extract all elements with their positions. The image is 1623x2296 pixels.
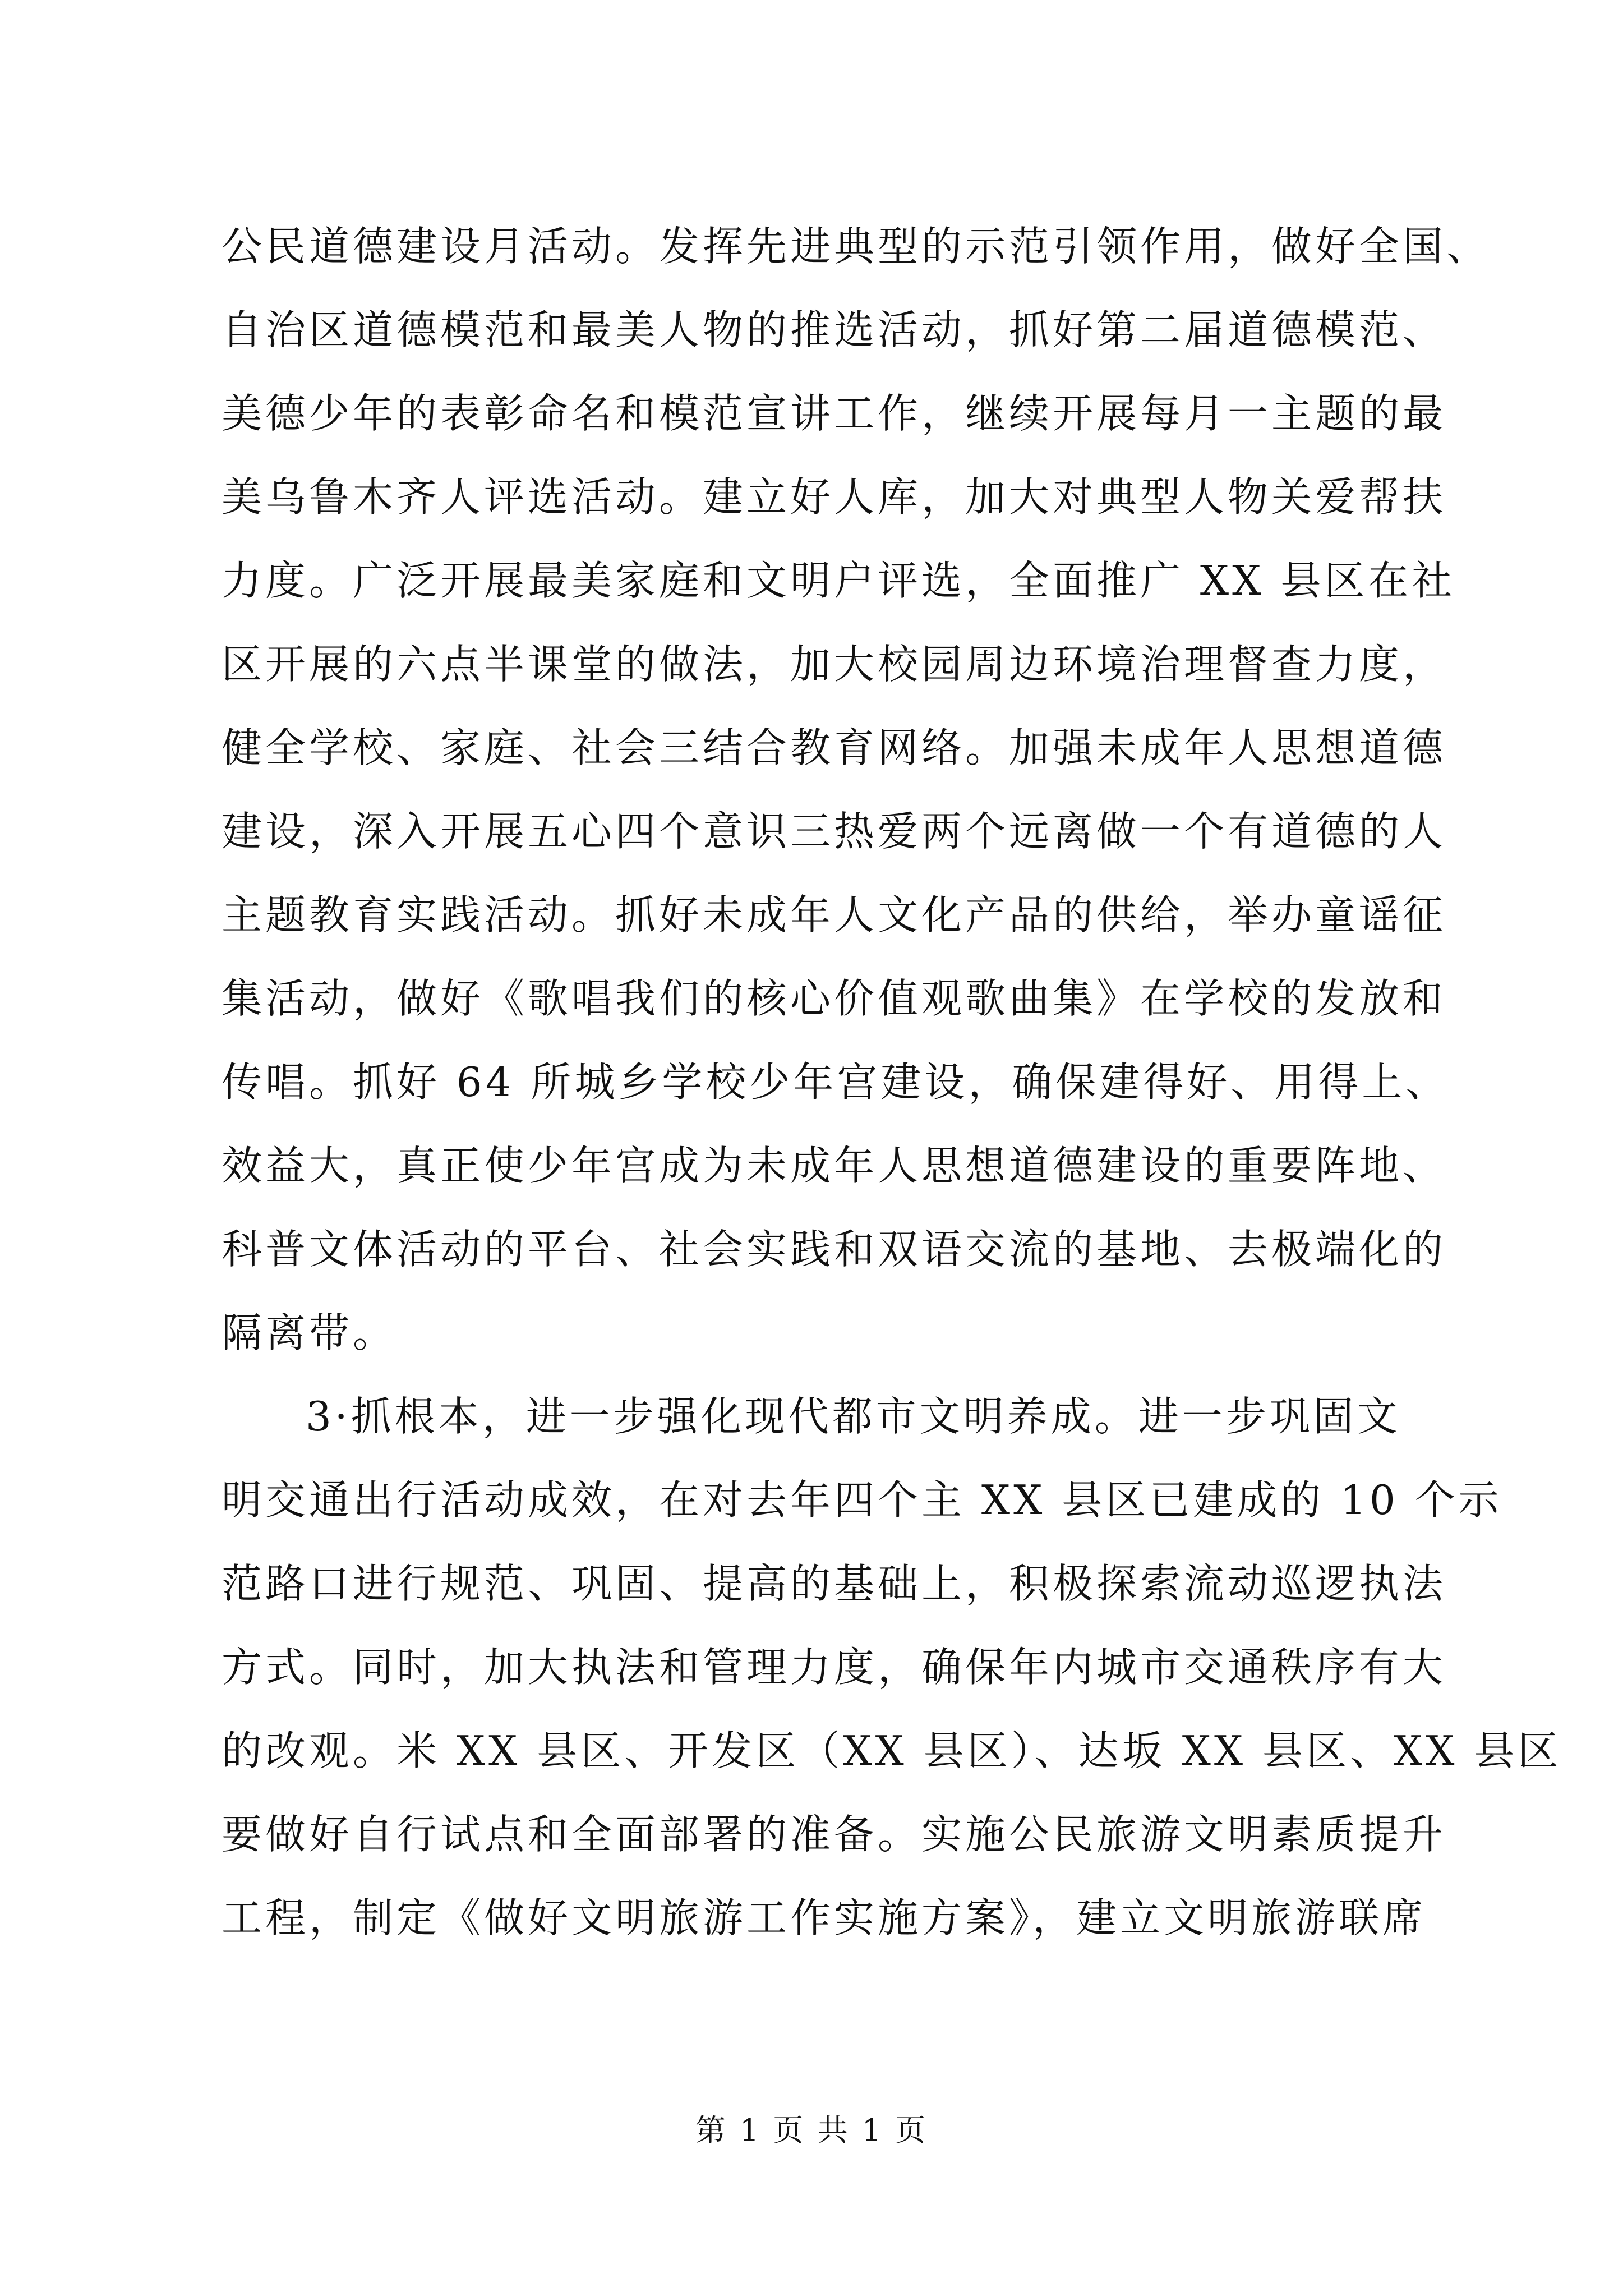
page-footer: 第 1 页 共 1 页 xyxy=(695,2113,928,2148)
text-line: 方式。同时，加大执法和管理力度，确保年内城市交通秩序有大 xyxy=(222,1644,1447,1691)
text-line: 美德少年的表彰命名和模范宣讲工作，继续开展每月一主题的最 xyxy=(222,390,1447,437)
text-line: 隔离带。 xyxy=(222,1309,397,1356)
text-line: 集活动，做好《歌唱我们的核心价值观歌曲集》在学校的发放和 xyxy=(222,975,1447,1022)
text-line: 效益大，真正使少年宫成为未成年人思想道德建设的重要阵地、 xyxy=(222,1142,1447,1189)
text-line: 范路口进行规范、巩固、提高的基础上，积极探索流动巡逻执法 xyxy=(222,1560,1447,1607)
text-line: 工程，制定《做好文明旅游工作实施方案》，建立文明旅游联席 xyxy=(222,1894,1427,1941)
text-line: 力度。广泛开展最美家庭和文明户评选，全面推广 XX 县区在社 xyxy=(222,557,1456,604)
paragraph-start-line: 3·抓根本，进一步强化现代都市文明养成。进一步巩固文 xyxy=(306,1393,1401,1440)
text-line: 区开展的六点半课堂的做法，加大校园周边环境治理督查力度， xyxy=(222,641,1447,688)
text-line: 明交通出行活动成效，在对去年四个主 XX 县区已建成的 10 个示 xyxy=(222,1476,1502,1524)
body-text xyxy=(222,205,1562,1960)
text-line: 科普文体活动的平台、社会实践和双语交流的基地、去极端化的 xyxy=(222,1226,1447,1273)
text-line: 健全学校、家庭、社会三结合教育网络。加强未成年人思想道德 xyxy=(222,724,1447,771)
text-line: 美乌鲁木齐人评选活动。建立好人库，加大对典型人物关爱帮扶 xyxy=(222,473,1447,521)
text-line: 自治区道德模范和最美人物的推选活动，抓好第二届道德模范、 xyxy=(222,306,1447,353)
text-line: 的改观。米 XX 县区、开发区（XX 县区）、达坂 XX 县区、XX 县区 xyxy=(222,1727,1562,1774)
text-line: 建设，深入开展五心四个意识三热爱两个远离做一个有道德的人 xyxy=(222,808,1447,855)
text-line: 主题教育实践活动。抓好未成年人文化产品的供给，举办童谣征 xyxy=(222,891,1447,938)
text-line: 要做好自行试点和全面部署的准备。实施公民旅游文明素质提升 xyxy=(222,1811,1447,1858)
text-line: 公民道德建设月活动。发挥先进典型的示范引领作用，做好全国、 xyxy=(222,223,1491,270)
text-line: 传唱。抓好 64 所城乡学校少年宫建设，确保建得好、用得上、 xyxy=(222,1059,1450,1106)
